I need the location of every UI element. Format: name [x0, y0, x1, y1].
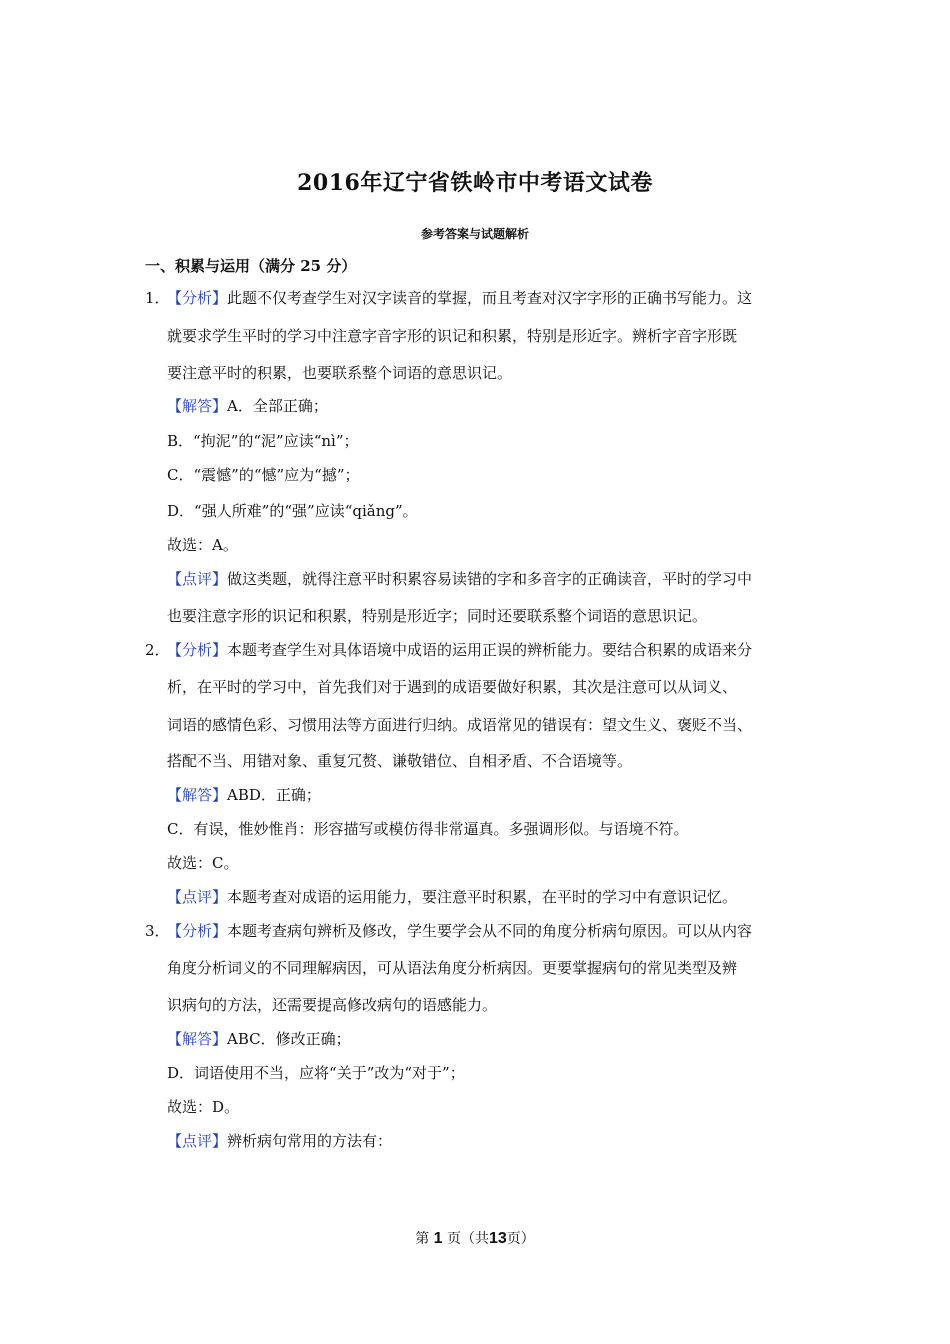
q3-answer-line: 【解答】ABC．修改正确；	[167, 1030, 351, 1048]
question-number-1: 1．	[145, 289, 170, 307]
page-footer: 第 1 页（共13页）	[415, 1230, 535, 1247]
q1-answer-line: 【解答】A．全部正确；	[167, 397, 328, 415]
page-total: 13	[489, 1230, 507, 1247]
q2-answer-line: 【解答】ABD．正确；	[167, 786, 321, 804]
q2-comment-line: 【点评】本题考查对成语的运用能力，要注意平时积累，在平时的学习中有意识记忆。	[167, 888, 738, 906]
analysis-tag: 【分析】	[167, 922, 228, 940]
q2-option-c: C．有误，惟妙惟肖：形容描写或模仿得非常逼真。多强调形似。与语境不符。	[167, 820, 689, 838]
question-number-3: 3．	[145, 922, 170, 940]
page-subtitle: 参考答案与试题解析	[420, 227, 529, 241]
page-number: 1	[433, 1230, 443, 1247]
q2-analysis-line: 搭配不当、用错对象、重复冗赘、谦敬错位、自相矛盾、不合语境等。	[167, 752, 633, 770]
q3-analysis-line: 【分析】本题考查病句辨析及修改，学生要学会从不同的角度分析病句原因。可以从内容	[167, 922, 753, 940]
comment-tag: 【点评】	[167, 570, 228, 588]
q3-choice: 故选：D。	[167, 1098, 240, 1116]
q2-analysis-line: 【分析】本题考查学生对具体语境中成语的运用正误的辨析能力。要结合积累的成语来分	[167, 641, 753, 659]
answer-tag: 【解答】	[167, 1030, 228, 1048]
q3-comment-line: 【点评】辨析病句常用的方法有：	[167, 1132, 393, 1150]
question-number-2: 2．	[145, 641, 170, 659]
q2-choice: 故选：C。	[167, 854, 239, 872]
comment-tag: 【点评】	[167, 888, 228, 906]
q1-option-b: B．“拘泥”的“泥”应读“nì”；	[167, 432, 359, 450]
q1-analysis-line: 【分析】此题不仅考查学生对汉字读音的掌握，而且考查对汉字字形的正确书写能力。这	[167, 289, 753, 307]
q1-option-d: D．“强人所难”的“强”应读“qiǎng”。	[167, 502, 418, 520]
q3-analysis-line: 角度分析词义的不同理解病因，可从语法角度分析病因。更要掌握病句的常见类型及辨	[167, 959, 738, 977]
page-title: 2016年辽宁省铁岭市中考语文试卷	[297, 170, 653, 196]
q1-comment-line: 也要注意字形的识记和积累，特别是形近字；同时还要联系整个词语的意思识记。	[167, 607, 708, 625]
answer-tag: 【解答】	[167, 397, 228, 415]
q3-analysis-line: 识病句的方法，还需要提高修改病句的语感能力。	[167, 996, 498, 1014]
section-heading: 一、积累与运用（满分 25 分）	[145, 257, 357, 275]
analysis-tag: 【分析】	[167, 289, 228, 307]
analysis-tag: 【分析】	[167, 641, 228, 659]
answer-tag: 【解答】	[167, 786, 228, 804]
q1-analysis-line: 就要求学生平时的学习中注意字音字形的识记和积累，特别是形近字。辨析字音字形既	[167, 327, 738, 345]
comment-tag: 【点评】	[167, 1132, 228, 1150]
q2-analysis-line: 析，在平时的学习中，首先我们对于遇到的成语要做好积累，其次是注意可以从词义、	[167, 678, 738, 696]
q3-option-d: D．词语使用不当，应将“关于”改为“对于”；	[167, 1064, 465, 1082]
q1-comment-line: 【点评】做这类题，就得注意平时积累容易读错的字和多音字的正确读音，平时的学习中	[167, 570, 753, 588]
q2-analysis-line: 词语的感情色彩、习惯用法等方面进行归纳。成语常见的错误有：望文生义、褒贬不当、	[167, 716, 753, 734]
q1-option-c: C．“震憾”的“憾”应为“撼”；	[167, 466, 360, 484]
q1-analysis-line: 要注意平时的积累，也要联系整个词语的意思识记。	[167, 364, 513, 382]
q1-choice: 故选：A。	[167, 536, 238, 554]
